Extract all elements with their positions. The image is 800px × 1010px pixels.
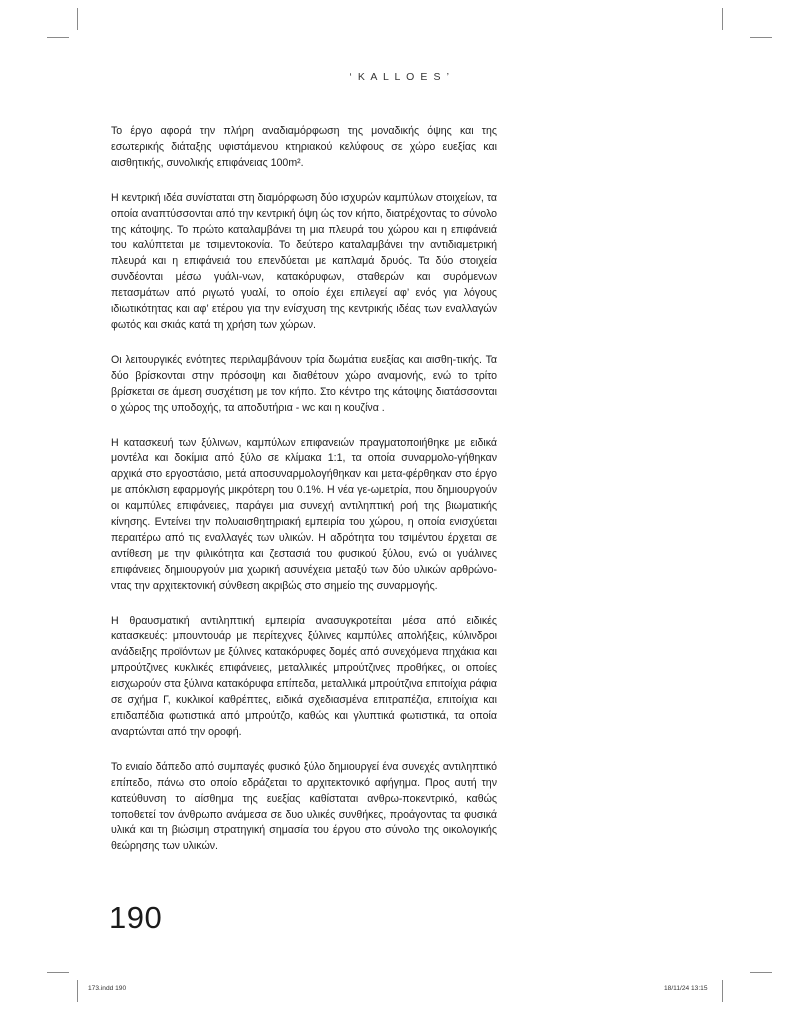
paragraph-construction: Η κατασκευή των ξύλινων, καμπύλων επιφανειών πραγματοποιήθηκε με ειδικά μοντέλα και δοκίμια από ξύλο σε κλίμακα 1:1, τα οποία συναρμολο-γήθηκαν αρχικά στο εργοστάσιο, μετά αποσυναρμολογήθηκαν και μετα-φέρθηκαν στο έργο με απόκλιση εφαρμογής μικρότερη του 0.1%. Η νέα γε-ωμετρία, που δημιουργούν οι καμπύλες επιφάνειες, παράγει μια συνεχή αντιληπτική ροή της βιωματικής κίνησης. Εντείνει την πολυαισθητηριακή εμπειρία του χώρου, η οποία ενισχύεται περαιτέρω από τις εναλλαγές των υλικών. Η αδρότητα του τσιμέντου έρχεται σε αντίθεση με την φιλικότητα και ζεστασιά του φυσικού ξύλου, ενώ οι γυάλινες επιφάνειες δημιουργούν μια χωρική ασυνέχεια μεταξύ των δύο υλικών αρθρώνο-ντας την αρχιτεκτονική σύνθεση ακριβώς στο σημείο της συναρμογής. bbox=[111, 436, 497, 592]
running-head: ‘ K A L L O E S ’ bbox=[349, 71, 451, 83]
crop-mark-bottom-right-h bbox=[750, 972, 772, 973]
crop-mark-top-left-h bbox=[47, 37, 69, 38]
crop-mark-bottom-left-h bbox=[47, 972, 69, 973]
crop-mark-top-right-v bbox=[722, 8, 723, 30]
page-number: 190 bbox=[109, 900, 163, 935]
paragraph-furnishings: Η θραυσματική αντιληπτική εμπειρία ανασυγκροτείται μέσα από ειδικές κατασκευές: μπουντουάρ με περίτεχνες ξύλινες καμπύλες απολήξεις, κύλινδροι ανάδειξης προϊόντων με ξύλινες κατακόρυφες δομές από συνεχόμενα πηχάκια και μπρούτζινες κυκλικές επιφάνειες, μεταλλικές μπρούτζινες προθήκες, οι οποίες εισχωρούν στα ξύλινα κατακόρυφα επίπεδα, μεταλλικά μπρούτζινα επιτοίχια ράφια σε σχήμα Γ, κυκλικοί καθρέπτες, ειδικά σχεδιασμένα επιτραπέζια, επιτοίχια και επιδαπέδια φωτιστικά από μπρούτζο, καθώς και γλυπτικά φωτιστικά, τα οποία αναρτώνται από την οροφή. bbox=[111, 614, 497, 738]
crop-mark-bottom-left-v bbox=[77, 980, 78, 1002]
body-text bbox=[111, 124, 497, 874]
slug-date-time: 18/11/24 13:15 bbox=[664, 985, 708, 992]
paragraph-intro-text: Το έργο αφορά την πλήρη αναδιαμόρφωση της μοναδικής όψης και της εσωτερικής διάταξης υφιστάμενου κτηριακού κελύφους σε χώρο ευεξίας και αισθητικής, συνολικής επιφάνειας 100m². bbox=[111, 125, 497, 169]
paragraph-flooring: Το ενιαίο δάπεδο από συμπαγές φυσικό ξύλο δημιουργεί ένα συνεχές αντιληπτικό επίπεδο, πάνω στο οποίο εδράζεται το αρχιτεκτονικό αφήγημα. Προς αυτή την κατεύθυνση το αίσθημα της ευεξίας καθίσταται ανθρω-ποκεντρικό, καθώς τοποθετεί τον άνθρωπο ανάμεσα σε δυο υλικές συνθήκες, προάγοντας τα φυσικά υλικά και τη βιώσιμη στρατηγική σημασία του έργου στο σύνολο της οικολογικής θεώρησης των υλικών. bbox=[111, 760, 497, 853]
crop-mark-top-left-v bbox=[77, 8, 78, 30]
slug-file-info: 173.indd 190 bbox=[88, 985, 127, 992]
paragraph-concept: Η κεντρική ιδέα συνίσταται στη διαμόρφωση δύο ισχυρών καμπύλων στοιχείων, τα οποία αναπτύσσονται από την κεντρική όψη ώς τον κήπο, διατρέχοντας το σύνολο της κάτοψης. Το πρώτο καταλαμβάνει τη μια πλευρά του χώρου και η επιφάνειά του καλύπτεται με τσιμεντοκονία. Το δεύτερο καταλαμβάνει την αντιδιαμετρική πλευρά και η επιφάνειά του επενδύεται με καπλαμά δρυός. Τα δύο στοιχεία συνδέονται μέσω γυάλι-νων, κατακόρυφων, σταθερών και συρόμενων πετασμάτων από ριγωτό γυαλί, το οποίο έχει επιλεγεί αφ’ ενός για λόγους ιδιωτικότητας και αφ’ ετέρου για την ενίσχυση της κεντρικής ιδέας των εναλλαγών φωτός και σκιάς κατά τη χρήση των χώρων. bbox=[111, 191, 497, 331]
crop-mark-top-right-h bbox=[750, 37, 772, 38]
paragraph-intro bbox=[111, 124, 497, 172]
paragraph-functions: Οι λειτουργικές ενότητες περιλαμβάνουν τρία δωμάτια ευεξίας και αισθη-τικής. Τα δύο βρίσκονται στην πρόσοψη και διαθέτουν χώρο αναμονής, ενώ το τρίτο βρίσκεται σε άμεση συσχέτιση με τον κήπο. Στο κέντρο της κάτοψης διατάσσονται ο χώρος της υποδοχής, τα αποδυτήρια - wc και η κουζίνα . bbox=[111, 353, 497, 414]
crop-mark-bottom-right-v bbox=[722, 980, 723, 1002]
